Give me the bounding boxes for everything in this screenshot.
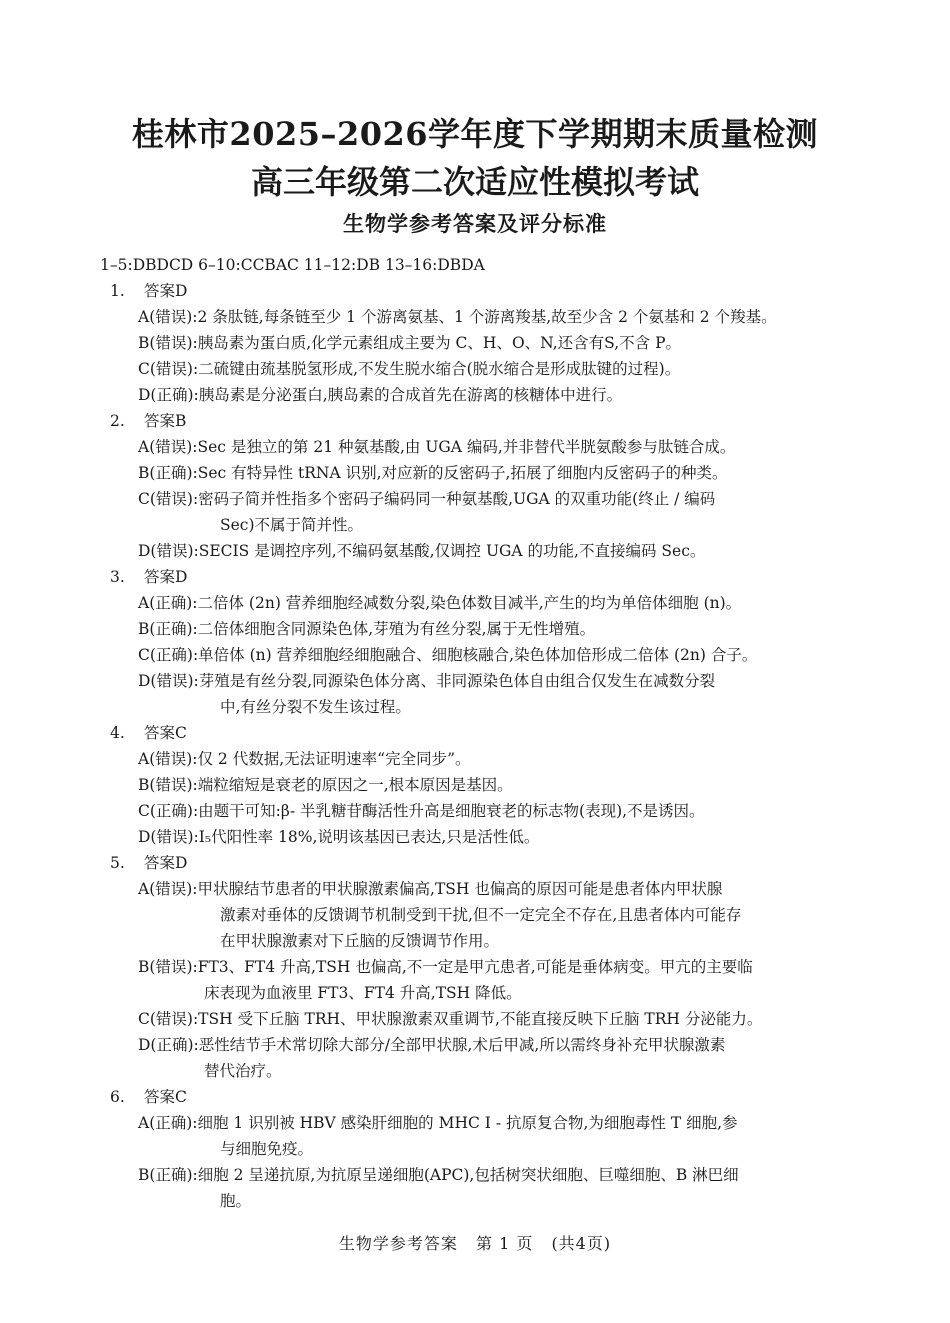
document-heading: 生物学参考答案及评分标准 <box>343 212 607 236</box>
option-text: A(正确):细胞 1 识别被 HBV 感染肝细胞的 MHC Ⅰ - 抗原复合物,为细胞毒性 T 细胞,参 <box>138 1114 738 1132</box>
answer-option <box>138 642 852 668</box>
answer-option <box>138 460 852 486</box>
question-block <box>100 408 852 564</box>
answer-content <box>100 252 852 1214</box>
answer-option <box>138 1110 852 1162</box>
question-header <box>110 408 852 434</box>
footer-subject: 生物学参考答案 <box>338 1234 458 1253</box>
option-text: D(正确):胰岛素是分泌蛋白,胰岛素的合成首先在游离的核糖体中进行。 <box>138 386 623 404</box>
answer-option <box>138 876 852 954</box>
option-text-continued: Sec)不属于简并性。 <box>220 516 364 534</box>
question-block <box>100 564 852 720</box>
question-answer: 答案B <box>144 412 187 430</box>
answer-option <box>138 330 852 356</box>
option-text: B(正确):细胞 2 呈递抗原,为抗原呈递细胞(APC),包括树突状细胞、巨噬细胞、B 淋巴细 <box>138 1166 739 1184</box>
question-block <box>100 278 852 408</box>
option-text: D(错误):SECIS 是调控序列,不编码氨基酸,仅调控 UGA 的功能,不直接编码 Sec。 <box>138 542 706 560</box>
option-text: C(错误):密码子简并性指多个密码子编码同一种氨基酸,UGA 的双重功能(终止 / 编码 <box>138 490 716 508</box>
option-text: C(正确):由题干可知:β- 半乳糖苷酶活性升高是细胞衰老的标志物(表现),不是诱因。 <box>138 802 705 820</box>
question-number: 3. <box>110 568 125 586</box>
answer-option <box>138 538 852 564</box>
option-text: C(错误):TSH 受下丘脑 TRH、甲状腺激素双重调节,不能直接反映下丘脑 TRH 分泌能力。 <box>138 1010 763 1028</box>
answer-option <box>138 434 852 460</box>
question-answer: 答案C <box>144 1088 187 1106</box>
question-list <box>100 278 852 1214</box>
answer-option <box>138 304 852 330</box>
page-footer <box>0 1232 950 1256</box>
answer-option <box>138 1006 852 1032</box>
answer-option <box>138 356 852 382</box>
question-header <box>110 720 852 746</box>
footer-total-pages: (共4页) <box>551 1234 612 1253</box>
option-text-continued: 激素对垂体的反馈调节机制受到干扰,但不一定完全不存在,且患者体内可能存 <box>220 906 742 924</box>
answer-option <box>138 954 852 1006</box>
answer-option <box>138 668 852 720</box>
question-answer: 答案C <box>144 724 187 742</box>
option-text: C(正确):单倍体 (n) 营养细胞经细胞融合、细胞核融合,染色体加倍形成二倍体 (2n) 合子。 <box>138 646 758 664</box>
option-text-continued: 中,有丝分裂不发生该过程。 <box>220 698 411 716</box>
answer-option <box>138 382 852 408</box>
question-block <box>100 720 852 850</box>
answer-option <box>138 590 852 616</box>
option-text: D(正确):恶性结节手术常切除大部分/全部甲状腺,术后甲减,所以需终身补充甲状腺激素 <box>138 1036 726 1054</box>
answer-option <box>138 798 852 824</box>
option-text-continued: 与细胞免疫。 <box>220 1140 314 1158</box>
option-text: A(错误):2 条肽链,每条链至少 1 个游离氨基、1 个游离羧基,故至少含 2 个氨基和 2 个羧基。 <box>138 308 777 326</box>
question-header <box>110 1084 852 1110</box>
option-text-continued: 在甲状腺激素对下丘脑的反馈调节作用。 <box>220 932 500 950</box>
answer-option <box>138 746 852 772</box>
option-text: B(错误):端粒缩短是衰老的原因之一,根本原因是基因。 <box>138 776 513 794</box>
page-title: 桂林市2025–2026学年度下学期期末质量检测 <box>131 115 819 153</box>
option-text: D(错误):I₅代阳性率 18%,说明该基因已表达,只是活性低。 <box>138 828 540 846</box>
question-answer: 答案D <box>144 282 188 300</box>
footer-page-number: 第 1 页 <box>475 1234 534 1253</box>
question-answer: 答案D <box>144 854 188 872</box>
answer-summary: 1–5:DBDCD 6–10:CCBAC 11–12:DB 13–16:DBDA <box>100 256 485 274</box>
answer-option <box>138 1032 852 1084</box>
question-number: 6. <box>110 1088 125 1106</box>
question-number: 5. <box>110 854 125 872</box>
answer-option <box>138 772 852 798</box>
option-text: A(错误):甲状腺结节患者的甲状腺激素偏高,TSH 也偏高的原因可能是患者体内甲状腺 <box>138 880 723 898</box>
question-header <box>110 850 852 876</box>
option-text: D(错误):芽殖是有丝分裂,同源染色体分离、非同源染色体自由组合仅发生在减数分裂 <box>138 672 716 690</box>
option-text: B(正确):二倍体细胞含同源染色体,芽殖为有丝分裂,属于无性增殖。 <box>138 620 596 638</box>
question-answer: 答案D <box>144 568 188 586</box>
question-number: 2. <box>110 412 125 430</box>
question-number: 1. <box>110 282 125 300</box>
answer-option <box>138 616 852 642</box>
option-text: A(错误):Sec 是独立的第 21 种氨基酸,由 UGA 编码,并非替代半胱氨酸参与肽链合成。 <box>138 438 736 456</box>
option-text: C(错误):二硫键由巯基脱氢形成,不发生脱水缩合(脱水缩合是形成肽键的过程)。 <box>138 360 681 378</box>
option-text: A(正确):二倍体 (2n) 营养细胞经减数分裂,染色体数目减半,产生的均为单倍体细胞 (n)。 <box>138 594 742 612</box>
question-header <box>110 564 852 590</box>
option-text-continued: 胞。 <box>220 1192 252 1210</box>
page-subtitle: 高三年级第二次适应性模拟考试 <box>250 163 699 201</box>
option-text: B(错误):FT3、FT4 升高,TSH 也偏高,不一定是甲亢患者,可能是垂体病变。甲亢的主要临 <box>138 958 753 976</box>
question-block <box>100 1084 852 1214</box>
option-text-continued: 床表现为血液里 FT3、FT4 升高,TSH 降低。 <box>204 984 522 1002</box>
answer-option <box>138 824 852 850</box>
answer-option <box>138 486 852 538</box>
option-text: A(错误):仅 2 代数据,无法证明速率“完全同步”。 <box>138 750 471 768</box>
question-block <box>100 850 852 1084</box>
answer-option <box>138 1162 852 1214</box>
question-header <box>110 278 852 304</box>
option-text: B(正确):Sec 有特异性 tRNA 识别,对应新的反密码子,拓展了细胞内反密码子的种类。 <box>138 464 728 482</box>
option-text: B(错误):胰岛素为蛋白质,化学元素组成主要为 C、H、O、N,还含有S,不含 P。 <box>138 334 681 352</box>
option-text-continued: 替代治疗。 <box>204 1062 282 1080</box>
question-number: 4. <box>110 724 125 742</box>
